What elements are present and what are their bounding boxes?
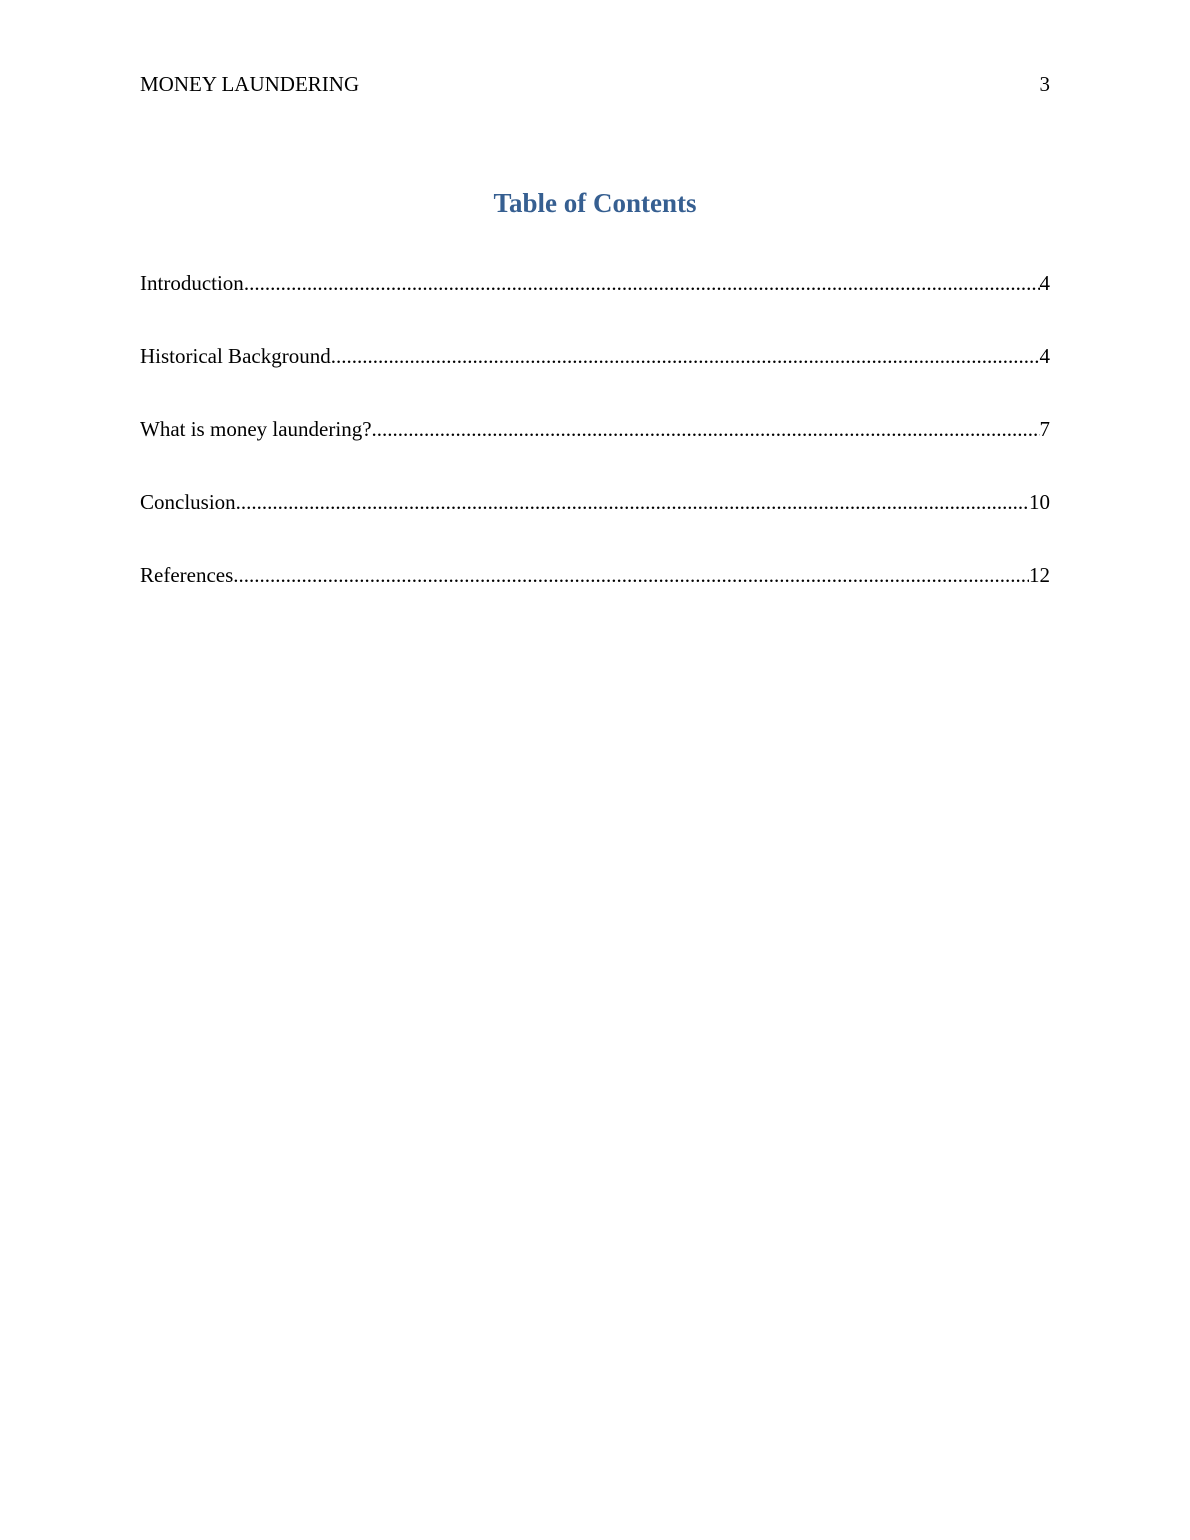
toc-leader-dots <box>244 268 1040 298</box>
toc-entry-page: 7 <box>1039 417 1050 441</box>
toc-entry-label: Introduction <box>140 271 244 295</box>
toc-entry-page: 10 <box>1029 490 1050 514</box>
toc-list <box>140 268 1050 633</box>
toc-entry-page: 12 <box>1029 563 1050 587</box>
toc-entry-introduction[interactable] <box>140 268 1050 341</box>
toc-entry-what-is-money-laundering[interactable] <box>140 414 1050 487</box>
page-number: 3 <box>1039 72 1050 96</box>
toc-entry-references[interactable] <box>140 560 1050 633</box>
running-header <box>140 70 1050 98</box>
toc-entry-page: 4 <box>1039 271 1050 295</box>
toc-entry-page: 4 <box>1039 344 1050 368</box>
toc-leader-dots <box>236 487 1029 517</box>
running-title: MONEY LAUNDERING <box>140 72 360 96</box>
toc-leader-dots <box>331 341 1040 371</box>
toc-entry-label: What is money laundering? <box>140 417 372 441</box>
toc-entry-label: References <box>140 563 234 587</box>
toc-leader-dots <box>233 560 1029 590</box>
toc-heading: Table of Contents <box>493 188 697 218</box>
toc-entry-label: Conclusion <box>140 490 236 514</box>
toc-entry-historical-background[interactable] <box>140 341 1050 414</box>
toc-entry-label: Historical Background <box>140 344 331 368</box>
toc-leader-dots <box>372 414 1040 444</box>
toc-entry-conclusion[interactable] <box>140 487 1050 560</box>
